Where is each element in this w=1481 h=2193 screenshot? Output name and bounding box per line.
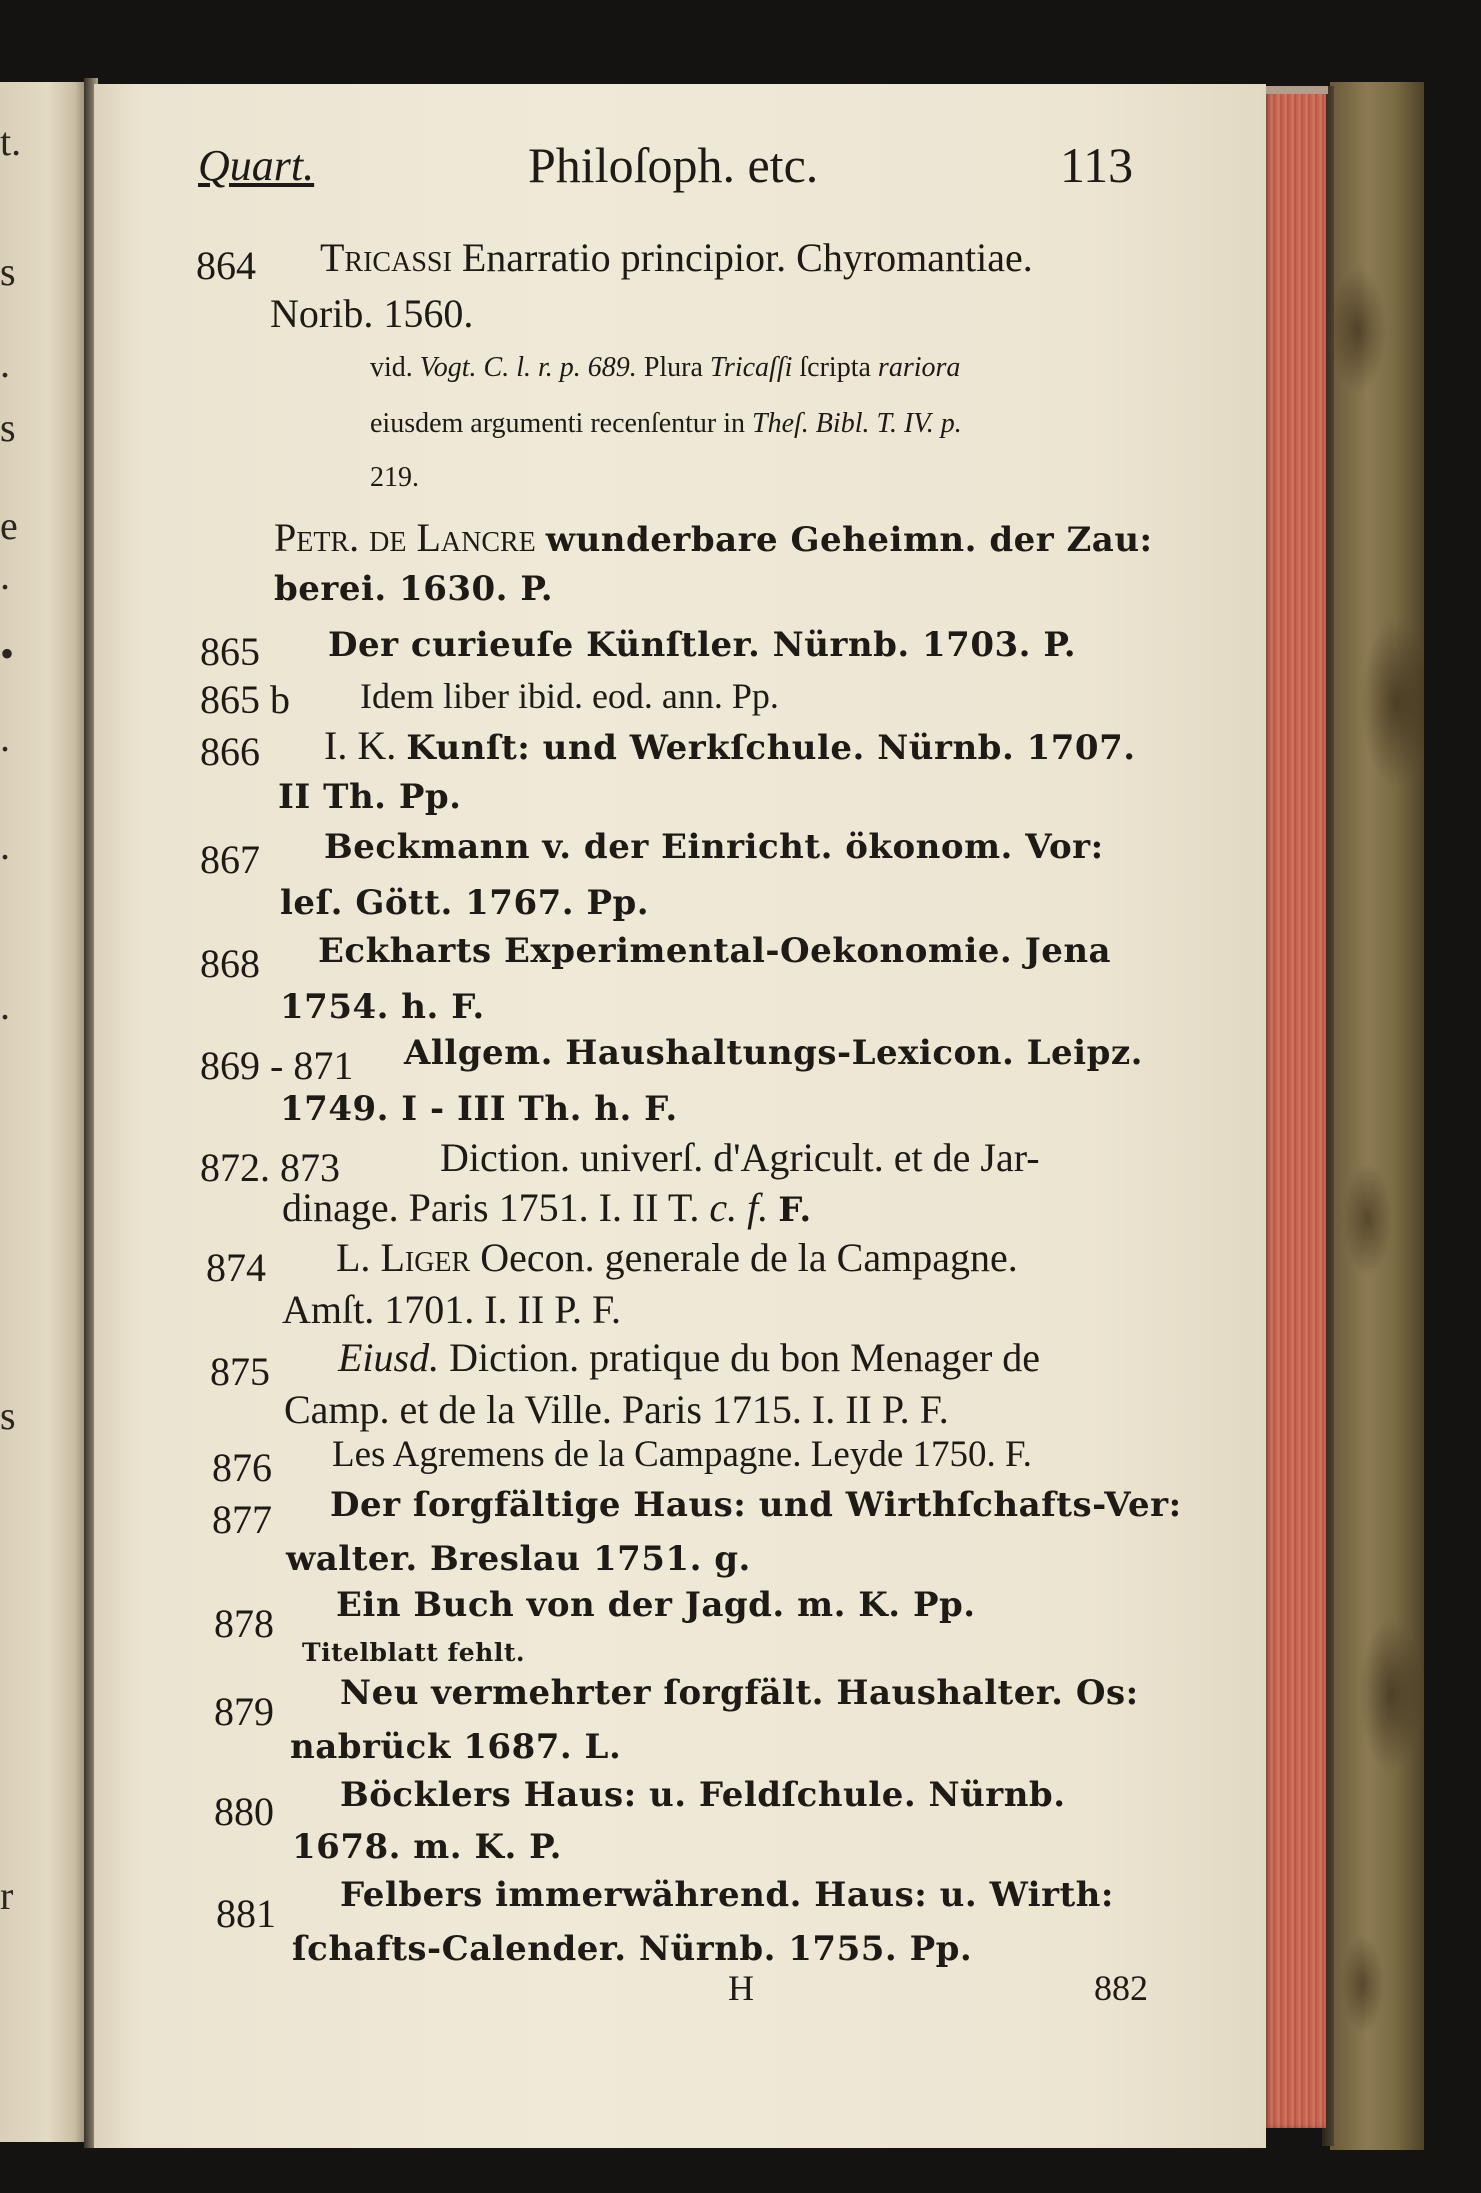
- note-text: vid.: [370, 352, 413, 383]
- left-page-fragment: s: [0, 405, 16, 450]
- entry-number: 879: [214, 1689, 274, 1734]
- entry-number: 866: [200, 729, 260, 774]
- entry-text: Camp. et de la Ville. Paris 1715. I. II P. F.: [284, 1387, 949, 1432]
- entry-number: 874: [206, 1245, 266, 1290]
- entry-text: 1754. h. F.: [280, 987, 485, 1027]
- entry-text: Diction. univerſ. d'Agricult. et de Jar-: [440, 1135, 1040, 1180]
- entry-text: [274, 515, 1153, 560]
- note-line: [370, 410, 962, 438]
- header-section-label: Quart.: [198, 141, 315, 190]
- entry-text: Der ſorgfältige Haus: und Wirthſchafts-Ver:: [330, 1485, 1182, 1525]
- left-page-fragment: .: [0, 553, 10, 598]
- entry-text: 1749. I - III Th. h. F.: [280, 1089, 678, 1129]
- left-page-fragment: .: [0, 823, 10, 868]
- entry-text: Norib. 1560.: [270, 291, 474, 336]
- entry-number: 872. 873: [200, 1145, 340, 1190]
- entry-number: 878: [214, 1601, 274, 1646]
- entry-text: Ein Buch von der Jagd. m. K. Pp.: [336, 1585, 976, 1625]
- catchword: 882: [1094, 1968, 1148, 2008]
- entry-number: 865 b: [200, 677, 290, 722]
- left-page-fragment: .: [0, 715, 10, 760]
- entry-number: 881: [216, 1891, 276, 1936]
- note-text: Plura: [643, 352, 703, 383]
- entry-title: wunderbare Geheimn. der Zau:: [545, 520, 1153, 560]
- entry-text: Les Agremens de la Campagne. Leyde 1750. F.: [332, 1434, 1032, 1475]
- entry-text: [324, 723, 1136, 768]
- binding-note: c. f.: [709, 1185, 769, 1230]
- page-edges-top: [1262, 86, 1328, 94]
- left-facing-page: [0, 82, 88, 2142]
- author-name: Eiusd.: [338, 1335, 440, 1380]
- note-line: 219.: [370, 462, 419, 493]
- note-name: Tricaſſi: [709, 352, 793, 383]
- entry-number: 867: [200, 837, 260, 882]
- entry-note: Titelblatt fehlt.: [302, 1638, 526, 1667]
- entry-title: Diction. pratique du bon Menager de: [449, 1335, 1041, 1380]
- entry-number: 869 - 871: [200, 1043, 354, 1088]
- page-number: 113: [1060, 137, 1134, 193]
- entry-number: 876: [212, 1445, 272, 1490]
- page-header-title: Philoſoph. etc.: [528, 137, 819, 193]
- red-page-edges: [1262, 88, 1326, 2128]
- note-line: [370, 354, 960, 382]
- entry-text: Felbers immerwährend. Haus: u. Wirth:: [340, 1875, 1114, 1915]
- left-page-fragment: s: [0, 1393, 16, 1438]
- left-page-fragment: e: [0, 503, 18, 548]
- entry-text: [336, 1235, 1018, 1280]
- entry-text: 1678. m. K. P.: [292, 1827, 562, 1867]
- entry-text: nabrück 1687. L.: [290, 1727, 622, 1767]
- note-text: eiusdem argumenti recenſentur in: [370, 408, 746, 439]
- entry-number: 865: [200, 629, 260, 674]
- left-page-fragment: t.: [0, 119, 22, 164]
- page-113: [94, 84, 1266, 2148]
- author-name: Petr. de Lancre: [274, 515, 536, 560]
- signature-mark: H: [728, 1968, 754, 2008]
- entry-number: 880: [214, 1789, 274, 1834]
- entry-imprint: dinage. Paris 1751. I. II T.: [282, 1185, 700, 1230]
- entry-text: ſchafts-Calender. Nürnb. 1755. Pp.: [292, 1929, 973, 1969]
- left-page-fragment: .: [0, 341, 10, 386]
- entry-text: Allgem. Haushaltungs-Lexicon. Leipz.: [404, 1033, 1143, 1073]
- entry-text: [338, 1335, 1041, 1380]
- marbled-cover: [1330, 82, 1424, 2150]
- entry-text: walter. Breslau 1751. g.: [286, 1539, 751, 1579]
- left-page-fragment: .: [0, 983, 10, 1028]
- entry-text: Idem liber ibid. eod. ann. Pp.: [360, 676, 779, 716]
- left-page-fragment: •: [0, 631, 15, 676]
- entry-text: Beckmann v. der Einricht. ökonom. Vor:: [324, 827, 1104, 867]
- author-initial: L.: [336, 1235, 371, 1280]
- entry-title: Oecon. generale de la Campagne.: [480, 1235, 1018, 1280]
- note-text: ſcripta: [799, 352, 871, 383]
- note-citation: Theſ. Bibl. T. IV. p.: [752, 408, 962, 439]
- shelf-mark: F.: [778, 1190, 812, 1230]
- entry-text: Der curieuſe Künſtler. Nürnb. 1703. P.: [328, 625, 1077, 665]
- author-name: Liger: [380, 1235, 471, 1280]
- entry-number: 864: [196, 243, 256, 288]
- entry-number: 875: [210, 1349, 270, 1394]
- note-text: rariora: [877, 352, 961, 383]
- entry-text: berei. 1630. P.: [274, 569, 554, 609]
- left-page-fragment: s: [0, 249, 16, 294]
- entry-title: Enarratio principior. Chyromantiae.: [461, 235, 1033, 280]
- entry-text: Neu vermehrter ſorgfält. Haushalter. Os:: [340, 1673, 1139, 1713]
- entry-text: [282, 1185, 812, 1230]
- entry-text: Böcklers Haus: u. Feldſchule. Nürnb.: [340, 1775, 1066, 1815]
- note-citation: Vogt. C. l. r. p. 689.: [419, 352, 637, 383]
- author-name: Tricassi: [320, 235, 452, 280]
- entry-text: [320, 235, 1033, 280]
- entry-text: II Th. Pp.: [278, 777, 462, 817]
- author-initials: I. K.: [324, 723, 397, 768]
- entry-text: leſ. Gött. 1767. Pp.: [280, 883, 650, 923]
- left-page-fragment: r: [0, 1873, 14, 1918]
- entry-text: Amſt. 1701. I. II P. F.: [282, 1287, 622, 1332]
- entry-title: Kunſt: und Werkſchule. Nürnb. 1707.: [406, 728, 1136, 768]
- entry-text: Eckharts Experimental-Oekonomie. Jena: [318, 931, 1112, 971]
- entry-number: 877: [212, 1497, 272, 1542]
- entry-number: 868: [200, 941, 260, 986]
